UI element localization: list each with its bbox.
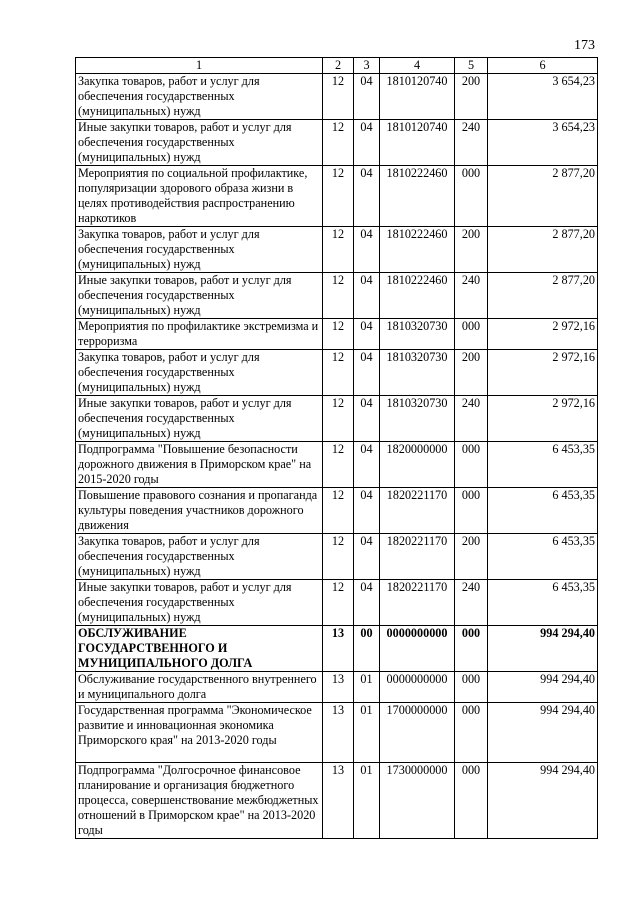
row-subsection: 01 bbox=[354, 672, 380, 703]
row-name: Подпрограмма "Долгосрочное финансовое планирование и организация бюджетного процесса, совершенствование межбюджетных отношений в Приморском крае" на 2013-2020 годы bbox=[76, 763, 323, 839]
row-amount: 6 453,35 bbox=[488, 488, 598, 534]
row-target-article: 1810120740 bbox=[380, 120, 455, 166]
row-amount: 2 972,16 bbox=[488, 319, 598, 350]
row-amount: 3 654,23 bbox=[488, 74, 598, 120]
row-section: 12 bbox=[323, 166, 354, 227]
row-expense-type: 200 bbox=[455, 74, 488, 120]
row-subsection: 04 bbox=[354, 534, 380, 580]
row-amount: 994 294,40 bbox=[488, 626, 598, 672]
row-subsection: 04 bbox=[354, 319, 380, 350]
row-expense-type: 000 bbox=[455, 488, 488, 534]
row-section: 12 bbox=[323, 120, 354, 166]
row-expense-type: 000 bbox=[455, 703, 488, 763]
row-expense-type: 000 bbox=[455, 319, 488, 350]
row-target-article: 0000000000 bbox=[380, 626, 455, 672]
row-subsection: 04 bbox=[354, 227, 380, 273]
row-name: Обслуживание государственного внутреннего и муниципального долга bbox=[76, 672, 323, 703]
table-row bbox=[76, 120, 598, 166]
row-target-article: 1820221170 bbox=[380, 580, 455, 626]
table-row bbox=[76, 763, 598, 839]
row-amount: 6 453,35 bbox=[488, 534, 598, 580]
page-number: 173 bbox=[574, 38, 595, 53]
table-row bbox=[76, 350, 598, 396]
row-amount: 2 972,16 bbox=[488, 396, 598, 442]
row-subsection: 04 bbox=[354, 488, 380, 534]
row-expense-type: 240 bbox=[455, 396, 488, 442]
row-target-article: 1810222460 bbox=[380, 227, 455, 273]
row-subsection: 04 bbox=[354, 166, 380, 227]
row-section: 12 bbox=[323, 488, 354, 534]
row-target-article: 1810222460 bbox=[380, 273, 455, 319]
row-amount: 6 453,35 bbox=[488, 442, 598, 488]
row-subsection: 00 bbox=[354, 626, 380, 672]
row-subsection: 04 bbox=[354, 396, 380, 442]
row-target-article: 1810120740 bbox=[380, 74, 455, 120]
table-row bbox=[76, 227, 598, 273]
row-amount: 2 972,16 bbox=[488, 350, 598, 396]
column-header-target-article: 4 bbox=[380, 58, 455, 74]
table-row bbox=[76, 488, 598, 534]
row-subsection: 04 bbox=[354, 442, 380, 488]
table-row bbox=[76, 74, 598, 120]
row-target-article: 1730000000 bbox=[380, 763, 455, 839]
row-name: Подпрограмма "Повышение безопасности дорожного движения в Приморском крае" на 2015-2020 годы bbox=[76, 442, 323, 488]
row-subsection: 04 bbox=[354, 350, 380, 396]
row-section: 12 bbox=[323, 227, 354, 273]
row-amount: 2 877,20 bbox=[488, 166, 598, 227]
row-name: Закупка товаров, работ и услуг для обеспечения государственных (муниципальных) нужд bbox=[76, 227, 323, 273]
budget-table bbox=[75, 57, 598, 839]
row-target-article: 1700000000 bbox=[380, 703, 455, 763]
row-subsection: 01 bbox=[354, 703, 380, 763]
column-header-amount: 6 bbox=[488, 58, 598, 74]
row-name: Иные закупки товаров, работ и услуг для обеспечения государственных (муниципальных) нужд bbox=[76, 396, 323, 442]
row-expense-type: 240 bbox=[455, 580, 488, 626]
row-expense-type: 000 bbox=[455, 442, 488, 488]
row-target-article: 0000000000 bbox=[380, 672, 455, 703]
row-section: 13 bbox=[323, 672, 354, 703]
row-amount: 3 654,23 bbox=[488, 120, 598, 166]
row-amount: 2 877,20 bbox=[488, 273, 598, 319]
table-row bbox=[76, 273, 598, 319]
row-section: 12 bbox=[323, 273, 354, 319]
row-name: Иные закупки товаров, работ и услуг для обеспечения государственных (муниципальных) нужд bbox=[76, 580, 323, 626]
row-expense-type: 000 bbox=[455, 626, 488, 672]
table-row bbox=[76, 166, 598, 227]
table-row bbox=[76, 703, 598, 763]
table-row bbox=[76, 442, 598, 488]
row-expense-type: 000 bbox=[455, 672, 488, 703]
row-subsection: 04 bbox=[354, 120, 380, 166]
column-header-name: 1 bbox=[76, 58, 323, 74]
row-section: 12 bbox=[323, 396, 354, 442]
column-header-expense-type: 5 bbox=[455, 58, 488, 74]
row-amount: 994 294,40 bbox=[488, 672, 598, 703]
row-expense-type: 200 bbox=[455, 350, 488, 396]
row-name: Государственная программа "Экономическое развитие и инновационная экономика Приморского края" на 2013-2020 годы bbox=[76, 703, 323, 763]
row-section: 12 bbox=[323, 74, 354, 120]
row-section: 13 bbox=[323, 703, 354, 763]
row-target-article: 1820221170 bbox=[380, 488, 455, 534]
row-section: 12 bbox=[323, 319, 354, 350]
row-name: Мероприятия по профилактике экстремизма и терроризма bbox=[76, 319, 323, 350]
row-name: Закупка товаров, работ и услуг для обеспечения государственных (муниципальных) нужд bbox=[76, 534, 323, 580]
row-target-article: 1810320730 bbox=[380, 396, 455, 442]
row-expense-type: 000 bbox=[455, 166, 488, 227]
row-section: 12 bbox=[323, 350, 354, 396]
row-expense-type: 240 bbox=[455, 120, 488, 166]
table-row bbox=[76, 319, 598, 350]
row-target-article: 1820221170 bbox=[380, 534, 455, 580]
row-expense-type: 000 bbox=[455, 763, 488, 839]
table-row bbox=[76, 396, 598, 442]
row-expense-type: 200 bbox=[455, 534, 488, 580]
row-name: Мероприятия по социальной профилактике, популяризации здорового образа жизни в целях противодействия распространению наркотиков bbox=[76, 166, 323, 227]
table-row bbox=[76, 580, 598, 626]
table-row bbox=[76, 534, 598, 580]
row-amount: 6 453,35 bbox=[488, 580, 598, 626]
row-section: 13 bbox=[323, 763, 354, 839]
row-name: Закупка товаров, работ и услуг для обеспечения государственных (муниципальных) нужд bbox=[76, 74, 323, 120]
row-section: 12 bbox=[323, 534, 354, 580]
header-row bbox=[76, 58, 598, 74]
table-row bbox=[76, 626, 598, 672]
row-name: Иные закупки товаров, работ и услуг для обеспечения государственных (муниципальных) нужд bbox=[76, 273, 323, 319]
column-header-subsection: 3 bbox=[354, 58, 380, 74]
row-name: Иные закупки товаров, работ и услуг для обеспечения государственных (муниципальных) нужд bbox=[76, 120, 323, 166]
row-section: 12 bbox=[323, 442, 354, 488]
row-name: ОБСЛУЖИВАНИЕ ГОСУДАРСТВЕННОГО И МУНИЦИПАЛЬНОГО ДОЛГА bbox=[76, 626, 323, 672]
row-target-article: 1810320730 bbox=[380, 319, 455, 350]
row-amount: 994 294,40 bbox=[488, 763, 598, 839]
row-subsection: 04 bbox=[354, 580, 380, 626]
row-section: 13 bbox=[323, 626, 354, 672]
row-target-article: 1810320730 bbox=[380, 350, 455, 396]
row-amount: 994 294,40 bbox=[488, 703, 598, 763]
row-subsection: 04 bbox=[354, 273, 380, 319]
column-header-section: 2 bbox=[323, 58, 354, 74]
row-subsection: 01 bbox=[354, 763, 380, 839]
row-name: Закупка товаров, работ и услуг для обеспечения государственных (муниципальных) нужд bbox=[76, 350, 323, 396]
table-row bbox=[76, 672, 598, 703]
row-name: Повышение правового сознания и пропаганда культуры поведения участников дорожного движения bbox=[76, 488, 323, 534]
row-expense-type: 200 bbox=[455, 227, 488, 273]
row-target-article: 1810222460 bbox=[380, 166, 455, 227]
row-target-article: 1820000000 bbox=[380, 442, 455, 488]
row-subsection: 04 bbox=[354, 74, 380, 120]
row-amount: 2 877,20 bbox=[488, 227, 598, 273]
row-expense-type: 240 bbox=[455, 273, 488, 319]
row-section: 12 bbox=[323, 580, 354, 626]
